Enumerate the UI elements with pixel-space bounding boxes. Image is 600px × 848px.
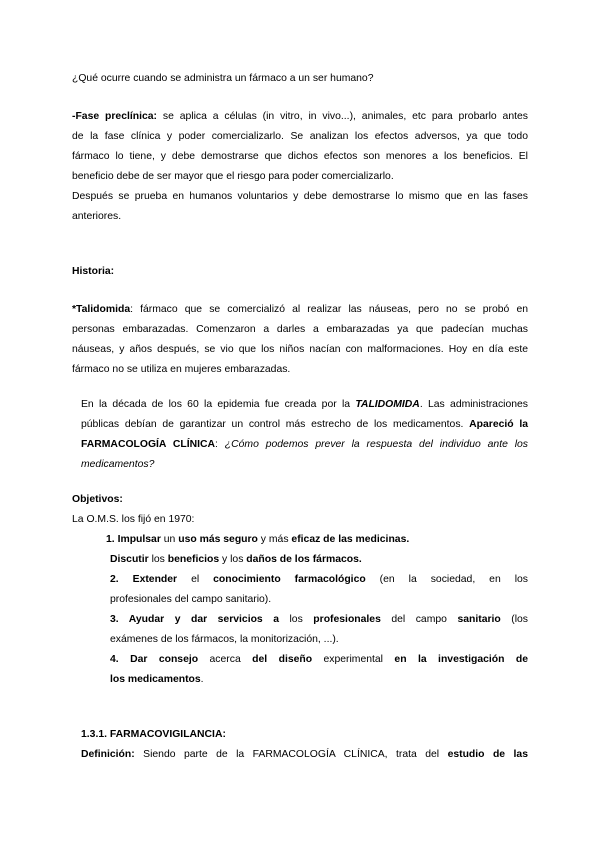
talidomida-line-3: náuseas, y años después, se vio que los niños nacían con malformaciones. Hoy en día este (72, 344, 528, 355)
definicion-line-1: Definición: Siendo parte de la FARMACOLOGÍA CLÍNICA, trata del estudio de las (81, 749, 528, 760)
decada-line-3: FARMACOLOGÍA CLÍNICA: ¿Cómo podemos prever la respuesta del individuo ante los (81, 439, 528, 450)
objetivo-4: 4. Dar consejo acerca del diseño experimental en la investigación de (110, 654, 529, 665)
objetivo-4-cont: los medicamentos. (110, 674, 204, 685)
preclinica-line-5: Después se prueba en humanos voluntarios y debe demostrarse lo mismo que en las fases (72, 191, 528, 202)
farmacovigilancia-title: 1.3.1. FARMACOVIGILANCIA: (81, 729, 226, 740)
objetivo-3: 3. Ayudar y dar servicios a los profesionales del campo sanitario (los (110, 614, 528, 625)
decada-line-2: públicas debían de garantizar un control más estrecho de los medicamentos. Apareció la (81, 419, 528, 430)
objetivo-2: 2. Extender el conocimiento farmacológico (en la sociedad, en los (110, 574, 528, 585)
preclinica-line-1: -Fase preclínica: se aplica a células (in vitro, in vivo...), animales, etc para probarlo antes (72, 111, 528, 122)
decada-line-4: medicamentos? (81, 459, 155, 470)
preclinica-line-4: beneficio debe de ser mayor que el riesgo para poder comercializarlo. (72, 171, 394, 182)
preclinica-line-3: fármaco lo tiene, y debe demostrarse que dichos efectos son menores a los beneficios. El (72, 151, 528, 162)
decada-line-1: En la década de los 60 la epidemia fue creada por la TALIDOMIDA. Las administraciones (81, 399, 528, 410)
objetivo-1: 1. Impulsar un uso más seguro y más eficaz de las medicinas. (106, 534, 410, 545)
objetivo-3-cont: exámenes de los fármacos, la monitorización, ...). (110, 634, 339, 645)
talidomida-line-1: *Talidomida: fármaco que se comercializó al realizar las náuseas, pero no se probó en (72, 304, 528, 315)
preclinica-label: -Fase preclínica: (72, 111, 157, 122)
talidomida-line-2: personas embarazadas. Comenzaron a darles a embarazadas ya que padecían muchas (72, 324, 528, 335)
objetivos-intro: La O.M.S. los fijó en 1970: (72, 514, 195, 525)
historia-title: Historia: (72, 266, 115, 277)
objetivos-title: Objetivos: (72, 494, 123, 505)
objetivo-1-cont: Discutir los beneficios y los daños de los fármacos. (110, 554, 362, 565)
preclinica-line-2: de la fase clínica y poder comercializarlo. Se analizan los efectos adversos, ya que todo (72, 131, 528, 142)
talidomida-line-4: fármaco no se utiliza en mujeres embarazadas. (72, 364, 291, 375)
preclinica-line-6: anteriores. (72, 211, 122, 222)
objetivo-2-cont: profesionales del campo sanitario). (110, 594, 272, 605)
question-heading: ¿Qué ocurre cuando se administra un fármaco a un ser humano? (72, 73, 374, 84)
